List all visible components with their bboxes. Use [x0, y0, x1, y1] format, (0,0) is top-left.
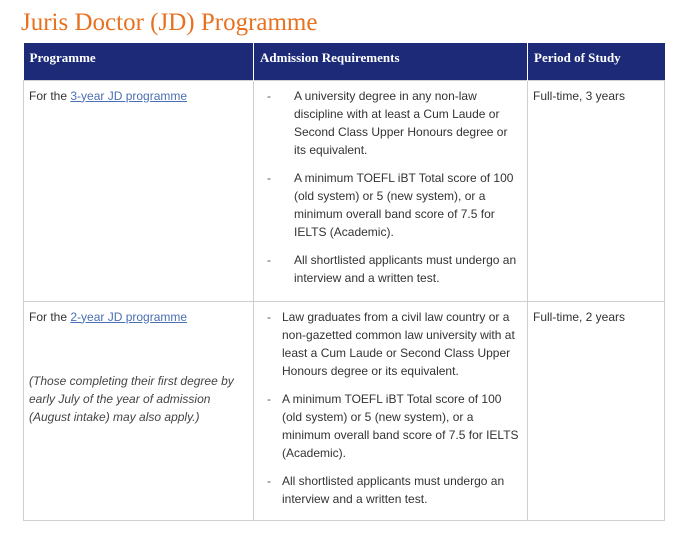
bullet-dash: -	[267, 252, 271, 267]
programme-note: (Those completing their first degree by early July of the year of admission (August intake) may also apply.)	[29, 373, 234, 424]
requirement-text: All shortlisted applicants must undergo an interview and a written test.	[294, 252, 517, 285]
table-header-row	[24, 43, 665, 80]
bullet-dash: -	[267, 473, 271, 488]
bullet-dash: -	[267, 309, 271, 324]
requirement-item	[263, 472, 522, 508]
requirements-cell	[254, 80, 528, 301]
requirements-list	[259, 87, 522, 287]
table-row	[24, 80, 665, 301]
programme-cell	[24, 301, 254, 520]
requirement-item	[263, 251, 522, 287]
programme-cell	[24, 80, 254, 301]
requirement-item	[263, 169, 522, 241]
requirements-cell	[254, 301, 528, 520]
requirement-text: A minimum TOEFL iBT Total score of 100 (old system) or 5 (new system), or a minimum overall band score of 7.5 for IELTS (Academic).	[294, 170, 514, 239]
requirement-text: All shortlisted applicants must undergo an interview and a written test.	[282, 473, 505, 506]
requirement-item	[263, 308, 522, 380]
requirement-item	[263, 390, 522, 462]
period-cell: Full-time, 2 years	[528, 301, 665, 520]
header-period-of-study: Period of Study	[528, 43, 665, 80]
requirement-item	[263, 87, 522, 159]
requirement-text: A minimum TOEFL iBT Total score of 100 (old system) or 5 (new system), or a minimum overall band score of 7.5 for IELTS (Academic).	[282, 391, 519, 460]
page-title: Juris Doctor (JD) Programme	[21, 9, 318, 36]
bullet-dash: -	[267, 88, 271, 103]
requirement-text: A university degree in any non-law discipline with at least a Cum Laude or Second Class Upper Honours degree or its equivalent.	[294, 88, 508, 157]
period-cell: Full-time, 3 years	[528, 80, 665, 301]
jd-programme-table	[23, 43, 665, 521]
3-year-jd-programme-link[interactable]: 3-year JD programme	[70, 88, 188, 103]
bullet-dash: -	[267, 170, 271, 185]
programme-prefix: For the	[29, 309, 68, 324]
requirement-text: Law graduates from a civil law country or a non-gazetted common law university with at least a Cum Laude or Second Class Upper Honours degree or its equivalent.	[282, 309, 515, 378]
requirements-list	[259, 308, 522, 508]
table-row	[24, 301, 665, 520]
header-admission-requirements: Admission Requirements	[254, 43, 528, 80]
header-programme: Programme	[24, 43, 254, 80]
programme-prefix: For the	[29, 88, 68, 103]
bullet-dash: -	[267, 391, 271, 406]
2-year-jd-programme-link[interactable]: 2-year JD programme	[70, 309, 188, 324]
